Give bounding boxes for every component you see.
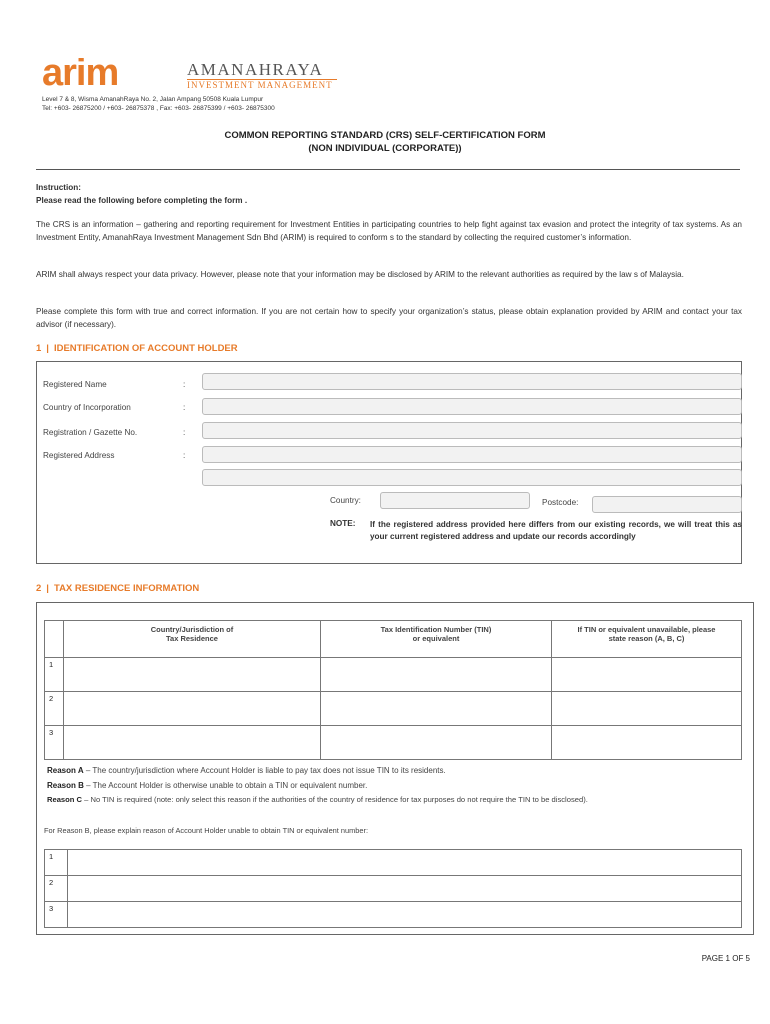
table-row	[45, 902, 742, 928]
column-header-country-line-1: Country/Jurisdiction of	[150, 625, 234, 634]
reason-a-text: – The country/jurisdiction where Account Holder is liable to pay tax does not issue TIN to its residents.	[83, 766, 446, 775]
section-1-number: 1	[36, 343, 42, 354]
section-2-number: 2	[36, 583, 42, 594]
brand-name: AMANAHRAYA	[187, 60, 324, 79]
reason-a	[47, 766, 446, 775]
reason-b-text: – The Account Holder is otherwise unable to obtain a TIN or equivalent number.	[83, 781, 368, 790]
table-header-index	[45, 621, 64, 658]
country-field[interactable]	[380, 492, 530, 509]
section-2-title: TAX RESIDENCE INFORMATION	[53, 583, 200, 594]
registered-address-line-1-field[interactable]	[202, 446, 742, 463]
table-row	[45, 850, 742, 876]
reason-c-text: – No TIN is required (note: only select this reason if the authorities of the country of residence for tax purposes do not require the TIN to be disclosed).	[82, 795, 588, 804]
row-number: 2	[45, 876, 68, 902]
table-row	[45, 726, 742, 760]
column-header-country	[64, 621, 321, 658]
reason-c-key: Reason C	[47, 795, 83, 804]
registered-name-field[interactable]	[202, 373, 742, 390]
registration-no-field[interactable]	[202, 422, 742, 439]
svg-text:arim: arim	[42, 58, 119, 88]
reason-c	[47, 795, 588, 804]
row-number: 2	[45, 692, 64, 726]
instruction-paragraph-1: The CRS is an information – gathering and reporting requirement for Investment Entities in participating countries to help fight against tax evasion and protect the integrity of tax systems. As an Investment Entity, AmanahRaya Investment Management Sdn Bhd (ARIM) is required to conform s to the standard by collecting the required customer’s information.	[36, 220, 742, 242]
arim-logo-mark	[42, 58, 184, 88]
tin-cell[interactable]	[321, 658, 552, 692]
registered-address-colon: :	[183, 451, 186, 460]
tax-residence-table	[44, 620, 742, 760]
reason-b	[47, 781, 367, 790]
section-1-title: IDENTIFICATION OF ACCOUNT HOLDER	[53, 343, 238, 354]
row-number: 3	[45, 902, 68, 928]
country-cell[interactable]	[64, 726, 321, 760]
column-header-reason-line-1: If TIN or equivalent unavailable, please	[577, 625, 716, 634]
instruction-paragraph-2: ARIM shall always respect your data privacy. However, please note that your information may be disclosed by ARIM to the relevant authorities as required by the law s of Malaysia.	[36, 270, 684, 279]
column-header-tin-line-1: Tax Identification Number (TIN)	[380, 625, 492, 634]
address-line-1: Level 7 & 8, Wisma AmanahRaya No. 2, Jalan Ampang 50508 Kuala Lumpur	[42, 96, 264, 103]
column-header-tin-line-2: or equivalent	[412, 634, 460, 643]
reason-b-prompt: For Reason B, please explain reason of Account Holder unable to obtain TIN or equivalent number:	[44, 826, 369, 835]
row-number: 1	[45, 658, 64, 692]
reason-b-explanation-cell[interactable]	[68, 850, 742, 876]
column-header-reason-line-2: state reason (A, B, C)	[608, 634, 685, 643]
registered-name-colon: :	[183, 380, 186, 389]
tin-cell[interactable]	[321, 726, 552, 760]
table-row	[45, 658, 742, 692]
note-text: If the registered address provided here differs from our existing records, we will treat this as your current registered address and update our records accordingly	[370, 520, 742, 541]
row-number: 3	[45, 726, 64, 760]
reason-b-explanation-cell[interactable]	[68, 876, 742, 902]
country-cell[interactable]	[64, 692, 321, 726]
brand-tagline: INVESTMENT MANAGEMENT	[187, 80, 333, 90]
table-row	[45, 876, 742, 902]
instruction-label: Instruction:	[36, 183, 82, 192]
reason-b-table	[44, 849, 742, 928]
country-label: Country:	[330, 496, 361, 505]
column-header-tin	[321, 621, 552, 658]
country-of-incorporation-label: Country of Incorporation	[43, 403, 131, 412]
country-cell[interactable]	[64, 658, 321, 692]
tin-cell[interactable]	[321, 692, 552, 726]
reason-b-explanation-cell[interactable]	[68, 902, 742, 928]
address-line-2: Tel: +603- 26875200 / +603- 26875378 , Fax: +603- 26875399 / +603- 26875300	[42, 105, 275, 112]
note-label: NOTE:	[330, 519, 356, 528]
country-of-incorporation-field[interactable]	[202, 398, 742, 415]
reason-cell[interactable]	[552, 726, 742, 760]
registered-address-label: Registered Address	[43, 451, 115, 460]
table-header-row	[45, 621, 742, 658]
registration-no-colon: :	[183, 428, 186, 437]
instruction-lead: Please read the following before completing the form .	[36, 196, 248, 205]
instruction-paragraph-3: Please complete this form with true and correct information. If you are not certain how to specify your organization’s status, please obtain explanation provided by ARIM and contact your tax advisor (if necessary).	[36, 307, 742, 329]
registration-no-label: Registration / Gazette No.	[43, 428, 138, 437]
postcode-label: Postcode:	[542, 498, 579, 507]
column-header-reason	[552, 621, 742, 658]
title-divider	[36, 169, 740, 170]
postcode-field[interactable]	[592, 496, 742, 513]
column-header-country-line-2: Tax Residence	[166, 634, 218, 643]
table-row	[45, 692, 742, 726]
registered-name-label: Registered Name	[43, 380, 107, 389]
page-number: PAGE 1 OF 5	[701, 954, 750, 963]
form-title: COMMON REPORTING STANDARD (CRS) SELF-CERTIFICATION FORM	[224, 130, 546, 141]
arim-logo	[42, 58, 184, 93]
row-number: 1	[45, 850, 68, 876]
form-subtitle: (NON INDIVIDUAL (CORPORATE))	[308, 143, 462, 154]
reason-cell[interactable]	[552, 692, 742, 726]
reason-b-key: Reason B	[47, 781, 84, 790]
country-of-incorporation-colon: :	[183, 403, 186, 412]
reason-a-key: Reason A	[47, 766, 84, 775]
section-1-heading: 1 | IDENTIFICATION OF ACCOUNT HOLDER	[36, 343, 238, 354]
reason-cell[interactable]	[552, 658, 742, 692]
section-2-heading: 2 | TAX RESIDENCE INFORMATION	[36, 583, 200, 594]
registered-address-line-2-field[interactable]	[202, 469, 742, 486]
